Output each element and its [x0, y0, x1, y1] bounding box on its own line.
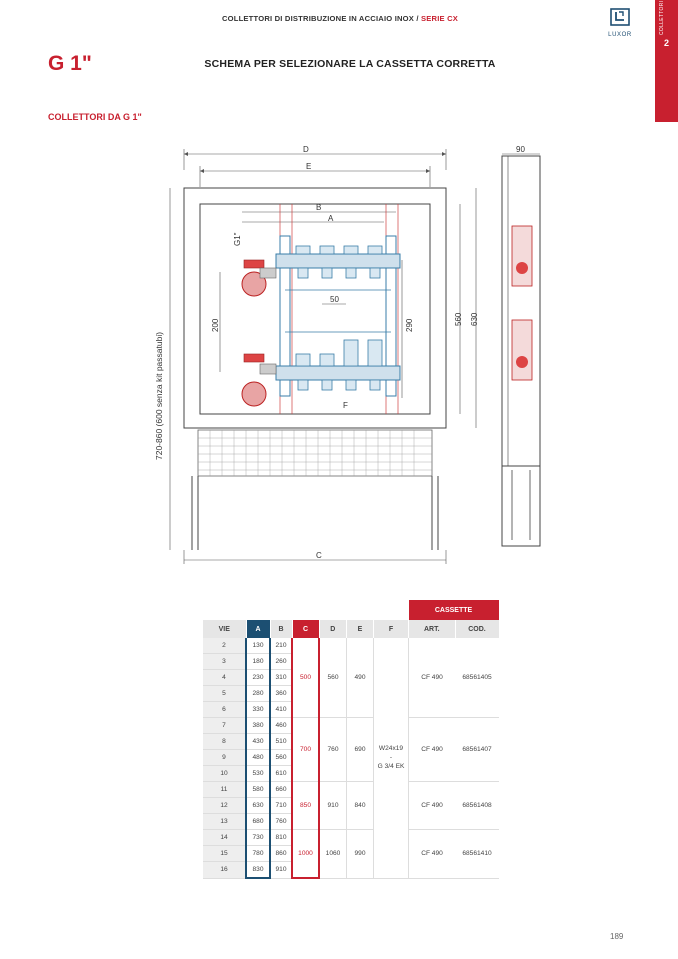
cell-vie: 12: [203, 798, 246, 814]
size-title: G 1": [48, 52, 92, 75]
cell-cod: 68561410: [455, 830, 499, 879]
cell-vie: 5: [203, 686, 246, 702]
cell-a: 730: [246, 830, 270, 846]
cell-vie: 15: [203, 846, 246, 862]
table-row: [203, 718, 499, 734]
header-title: COLLETTORI DI DISTRIBUZIONE IN ACCIAIO INOX /: [221, 14, 421, 23]
cell-b: 810: [270, 830, 292, 846]
dim-label-560: 560: [454, 312, 463, 326]
cell-art: CF 490: [409, 638, 456, 718]
cell-b: 710: [270, 798, 292, 814]
col-header-cod: COD.: [455, 620, 499, 638]
col-header-art: ART.: [409, 620, 456, 638]
cell-c: 850: [292, 782, 319, 830]
cell-a: 280: [246, 686, 270, 702]
page-number: 189: [610, 932, 624, 941]
cell-c: 500: [292, 638, 319, 718]
cell-a: 130: [246, 638, 270, 654]
cell-vie: 3: [203, 654, 246, 670]
cell-d: 760: [319, 718, 347, 782]
dim-label-50: 50: [330, 295, 339, 304]
cell-a: 530: [246, 766, 270, 782]
cell-b: 760: [270, 814, 292, 830]
cell-b: 310: [270, 670, 292, 686]
cell-b: 260: [270, 654, 292, 670]
dim-label-a: A: [328, 214, 334, 223]
logo-text: LUXOR: [608, 32, 632, 38]
cell-cod: 68561407: [455, 718, 499, 782]
cell-vie: 2: [203, 638, 246, 654]
cell-vie: 8: [203, 734, 246, 750]
cell-f: [374, 638, 409, 878]
cell-art: CF 490: [409, 782, 456, 830]
cell-cod: 68561408: [455, 782, 499, 830]
dim-label-d: D: [303, 145, 309, 154]
cell-b: 660: [270, 782, 292, 798]
cell-b: 610: [270, 766, 292, 782]
upper-valve-group: [242, 260, 276, 296]
cell-a: 680: [246, 814, 270, 830]
table-row: [203, 782, 499, 798]
dim-label-b: B: [316, 203, 322, 212]
col-header-d: D: [319, 620, 347, 638]
cell-a: 580: [246, 782, 270, 798]
cell-f-line3: G 3/4 EK: [377, 763, 405, 771]
cell-b: 860: [270, 846, 292, 862]
chapter-label: COLLETTORI: [659, 0, 665, 35]
cell-vie: 13: [203, 814, 246, 830]
col-header-f: F: [374, 620, 409, 638]
cell-a: 480: [246, 750, 270, 766]
cell-vie: 4: [203, 670, 246, 686]
chapter-tab: [655, 0, 678, 122]
cell-vie: 9: [203, 750, 246, 766]
cell-vie: 14: [203, 830, 246, 846]
table-row: [203, 830, 499, 846]
col-header-a: A: [246, 620, 270, 638]
dim-label-f: F: [343, 401, 348, 410]
cell-a: 180: [246, 654, 270, 670]
cassette-selection-table: [203, 600, 500, 879]
cell-a: 780: [246, 846, 270, 862]
chapter-number: 2: [663, 38, 669, 48]
cell-e: 490: [347, 638, 374, 718]
brand-logo: [600, 8, 640, 40]
cell-b: 510: [270, 734, 292, 750]
table-row: [203, 638, 499, 654]
cell-a: 380: [246, 718, 270, 734]
dim-label-200: 200: [211, 318, 220, 332]
col-header-vie: VIE: [203, 620, 246, 638]
pipe-kit-grid: [198, 430, 432, 476]
cell-e: 690: [347, 718, 374, 782]
cell-a: 830: [246, 862, 270, 879]
dim-label-g1: G1": [233, 232, 242, 246]
lower-valve-group: [242, 354, 276, 406]
cell-vie: 6: [203, 702, 246, 718]
cell-d: 910: [319, 782, 347, 830]
cell-b: 360: [270, 686, 292, 702]
header-series: SERIE CX: [421, 14, 459, 23]
cell-e: 840: [347, 782, 374, 830]
logo-mark-icon: [610, 8, 630, 26]
dim-label-height: 720-860 (600 senza kit passatubi): [154, 331, 164, 460]
technical-drawing: [150, 140, 560, 570]
dim-label-c: C: [316, 551, 322, 560]
cell-b: 210: [270, 638, 292, 654]
cell-vie: 7: [203, 718, 246, 734]
dim-label-290: 290: [405, 318, 414, 332]
dim-label-e: E: [306, 162, 312, 171]
cell-cod: 68561405: [455, 638, 499, 718]
cell-vie: 10: [203, 766, 246, 782]
cell-b: 560: [270, 750, 292, 766]
table-spacer: [203, 600, 409, 620]
col-header-e: E: [347, 620, 374, 638]
cell-b: 910: [270, 862, 292, 879]
cell-vie: 16: [203, 862, 246, 879]
col-header-c: C: [292, 620, 319, 638]
cell-f-line1: W24x19: [378, 745, 404, 753]
side-view-valves: [512, 226, 532, 380]
cell-c: 700: [292, 718, 319, 782]
section-subtitle: COLLETTORI DA G 1": [48, 112, 142, 122]
cassette-header: CASSETTE: [409, 600, 500, 620]
cell-e: 990: [347, 830, 374, 879]
cell-art: CF 490: [409, 718, 456, 782]
cell-a: 330: [246, 702, 270, 718]
document-header: [190, 14, 490, 23]
cell-d: 1060: [319, 830, 347, 879]
cell-a: 430: [246, 734, 270, 750]
cell-art: CF 490: [409, 830, 456, 879]
dim-label-630: 630: [470, 312, 479, 326]
dim-label-90: 90: [516, 145, 525, 154]
cell-a: 230: [246, 670, 270, 686]
scheme-title: SCHEMA PER SELEZIONARE LA CASSETTA CORRETTA: [204, 58, 496, 70]
cell-c: 1000: [292, 830, 319, 879]
col-header-b: B: [270, 620, 292, 638]
cell-a: 630: [246, 798, 270, 814]
cell-b: 410: [270, 702, 292, 718]
cell-d: 560: [319, 638, 347, 718]
cell-b: 460: [270, 718, 292, 734]
cell-f-line2: -: [389, 754, 393, 762]
cell-vie: 11: [203, 782, 246, 798]
